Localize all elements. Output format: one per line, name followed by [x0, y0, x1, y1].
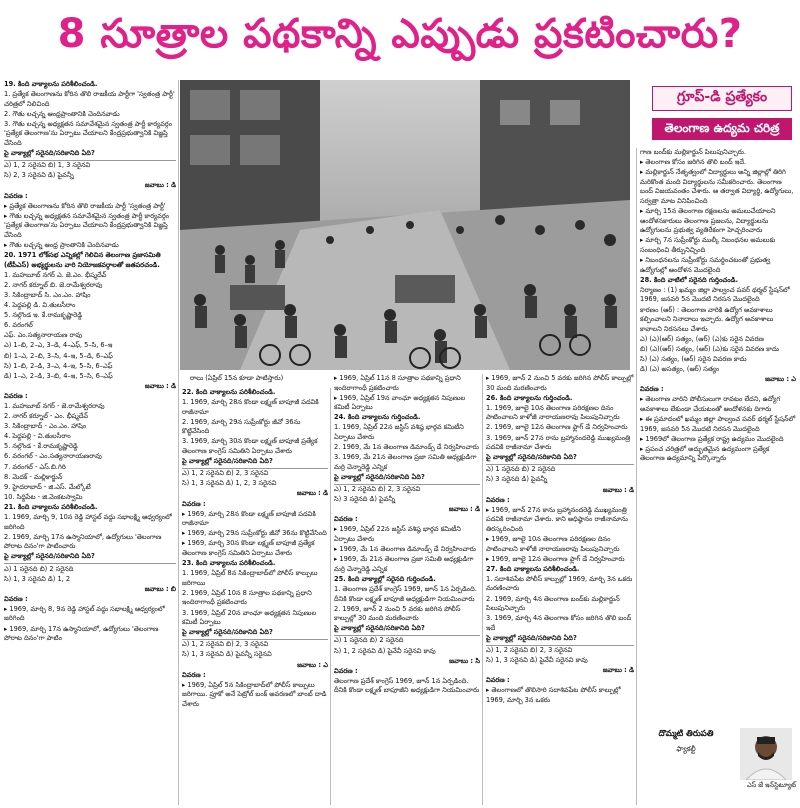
body-text: ▸ 1969, జూలై 10న తెలంగాణ పరిరక్షణల దినం పాటించాలని కాళోజీ నారాయణరావు పిలుపునిచ్చారు — [486, 535, 620, 553]
body-text: 2. నాగర్ కర్నూల్ బి. జె.రామేశ్వరరావు — [4, 280, 103, 289]
answer-text: జవాబు : డి — [144, 181, 176, 190]
question-text: వివరణ : — [486, 495, 510, 504]
body-text: ▸ తెలంగాణలో తొలిసారి సదాశివపేట పోలీస్ కాల్పుల్లో 1969, మార్చి 3న ఒకరు — [486, 686, 621, 704]
body-text: 6. వరంగల్ — [4, 321, 33, 330]
question-text: 26. కింది వాక్యాలను గుర్తించండి. — [486, 393, 573, 402]
body-text: డి) (ఎ) అసత్యం, (ఆర్) సత్యం — [640, 365, 720, 374]
body-text: ఎ) 1, 2 సరైనవి బి) 2, 3 సరైనవి — [182, 469, 269, 478]
question-text: 22. కింది వాక్యాలను పరిశీలించండి. — [182, 388, 276, 396]
body-text: 2. 1969, మే 1న తెలంగాణ డిమాండ్స్ డే నిర్వహించారు — [334, 443, 479, 452]
body-text: 1. 1969, ఏప్రిల్ 8న సికింద్రాబాద్‌లో పోలీస్ కాల్పులు జరిగాయి — [182, 569, 318, 587]
answer-text: జవాబు : ఎ — [765, 375, 796, 384]
body-text: బి) (ఎ)(ఆర్) సత్యం, (ఆర్) (ఎ)కు సరైన వివరణ కాదు — [640, 344, 779, 353]
body-text: 1. 1969, మార్చి 28న కొండా లక్ష్మణ్ బాపూజీ పదవికి రాజీనామా — [182, 398, 319, 416]
body-text: 1. 1969, ఏప్రిల్ 22న జస్టిస్ వశిష్ఠ భార్గవ కమిటీని ఏర్పాటు చేశారు — [334, 423, 464, 442]
body-text: ▸ గౌతు లచ్చన్న ఆంధ్ర ప్రాంతానికి చెందినవాడు — [4, 241, 119, 249]
body-text: ఎ) 1–బి, 2–ఎ, 3–డి, 4–ఎఫ్, 5–సి, 6–ఇ — [4, 341, 113, 350]
body-text: 7. వరంగల్ - ఎస్.బి.గిరి — [4, 462, 66, 471]
question-prompt: పై వాక్యాల్లో సరైనది/సరికానిది ఏది? — [486, 453, 634, 465]
body-text: ▸ 1969, జూన్ 2 నుంచి 5 వరకు జరిగిన పోలీస్ కాల్పుల్లో 30 మంది మరణించారు — [486, 374, 634, 392]
body-text: 9. హైదరాబాద్ - జి.ఎస్. మేల్కోటే — [4, 482, 91, 491]
column-divider — [636, 148, 637, 805]
question-prompt: పై వాక్యాల్లో సరైనది/సరికానిది ఏది? — [334, 473, 480, 485]
question-text: వివరణ : — [4, 191, 28, 200]
body-text: ఎ) 1 సరైనది బి) 2 సరైనది — [486, 465, 556, 474]
question-text: వివరణ : — [4, 391, 28, 400]
question-text: వివరణ : — [486, 676, 510, 685]
author-role: ఫ్యాకల్టీ — [676, 745, 696, 753]
body-text: ▸ మార్చి 15న తెలంగాణ రక్షణలను అమలుచేయాలని ఆందోళనకారులు తెలంగాణ ప్రజలను, విద్యార్థులను ఉద్యోగులను ప్రభుత్వ వ్యతిరేకంగా హెచ్చరించారు — [640, 207, 776, 235]
answer-text: జవాబు : డి — [602, 666, 634, 675]
question-text: 27. కింది వాక్యాలను పరిశీలించండి. — [486, 564, 580, 573]
answer-text: జవాబు : ఎ — [297, 660, 328, 669]
body-text: సి) 1, 3 సరైనవి డి) పైవన్నీ సరైనవి — [182, 650, 272, 659]
body-text: సి) 1, 2 సరైనవి డి) పైవేవీ సరైనవి కావు — [334, 646, 436, 655]
body-text: ▸ 1969, మార్చి 28న కొండా లక్ష్మణ్ బాపూజీ పదవికి రాజీనామా — [182, 509, 316, 528]
body-text: గాణ బంద్‌కు మల్లికార్జున్ పిలుపునిచ్చారు. — [640, 148, 747, 156]
body-text: 1. 1969, మార్చి 9, 10న రెడ్డి హాస్టల్ వద్దు సభాలక్ష్మి ఆధ్వర్యంలో జరిగింది — [4, 513, 172, 531]
body-text: బి) 1–ఎ, 2–బి, 3–సి, 4–ఇ, 5–డి, 6–ఎఫ్ — [4, 351, 113, 360]
body-text: 1. మహబూబ్ నగర్ - జె.రామేశ్వరరావు — [4, 402, 105, 410]
body-text: 4. పెద్దపల్లి డి. వి.తులసీరాం — [4, 301, 76, 310]
body-text: 1. 1969, జూలై 10న తెలంగాణ పరిరక్షణల దినం పాటించాలని కాళోజీ నారాయణరావు పిలుపునిచ్చారు — [486, 403, 620, 422]
body-text: ▸ 1969, మే 1న తెలంగాణ డిమాండ్స్ డే నిర్వహించారు — [334, 545, 476, 554]
body-text: ఎ) 1, 2 సరైనవి బి) 2, 3 సరైనవి — [182, 640, 269, 649]
body-text: ▸ 1969, మార్చి 29న సుప్రీంకోర్టు జీవో 36ను కొట్టివేసింది — [182, 529, 327, 538]
body-text: సి) 1, 3 సరైనవి డి) పైవేవీ సరైనవి కావు — [486, 656, 588, 665]
question-prompt: పై వాక్యాల్లో సరైనది/సరికానిది ఏది? — [334, 624, 480, 636]
body-text: ▸ 1969, మే 21న తెలంగాణ ప్రజా సమితి అధ్యక్షుడిగా మర్రి చెన్నారెడ్డి ఎన్నిక — [334, 555, 474, 573]
body-text: ఎ) 1 సరైనది బి) 2 సరైనది — [334, 636, 404, 645]
body-text: ▸ 1969లో తెలంగాణ ప్రత్యేక రాష్ట్ర ఉద్యమం మొదలైంది — [640, 434, 784, 443]
author-photo — [740, 728, 792, 780]
body-text: 3. గౌతు లచ్చన్న అధ్యక్షతన సమావేశమైన స్వతంత్ర పార్టీ కార్యవర్గం 'ప్రత్యేక తెలంగాణ'ను ఏర్పాటు చేయాలని కేంద్రప్రభుత్వానికి విజ్ఞప్తి చేసింది — [4, 119, 173, 148]
question-prompt: పై వాక్యాల్లో సరైనది/సరికానిది ఏది? — [182, 457, 328, 469]
body-text: ▸ 1969, మార్చి 17న ఉస్మానియాలో, ఉద్యోగులు 'తెలంగాణ పోరాట దినం'గా పాటిం — [4, 624, 159, 643]
body-text: ▸ 1969, జూలై 12న తెలంగాణ ఫ్లాగ్ డే నిర్వహించారు — [486, 554, 625, 563]
body-text: 5. నల్గొండ ఇ. కే.రామకృష్ణారెడ్డి — [4, 311, 83, 320]
body-text: ఎ) (ఎ)(ఆర్) సత్యం, (ఆర్) (ఎ)కు సరైన వివరణ — [640, 334, 764, 343]
body-text: 3. 1969, మార్చి 30న కొండా లక్ష్మణ్ బాపూజీ ప్రత్యేక తెలంగాణ కాంగ్రెస్ సమితిని ఏర్పాటు చేశారు — [182, 437, 318, 456]
body-text: ▸ ఈ ప్రమాదంలో ఖమ్మం జిల్లా పాల్వంచ పవర్ థర్మల్ స్టేషన్‌లో 1969, జనవరి 5న మొదటి నిరసన మొదలైంది — [640, 415, 796, 433]
question-text: వివరణ : — [182, 499, 206, 508]
question-text: 19. కింది వాక్యాలను పరిశీలించండి. — [4, 80, 98, 88]
body-text: ▸ మార్చి 7న సుప్రీంకోర్టు ముల్కీ నిబంధనల అమలుకు సంబంధించి తీర్పునిచ్చింది — [640, 236, 776, 254]
body-text: 6. వరంగల్ - ఎం.సత్యనారాయణరావు — [4, 452, 102, 461]
question-text: 28. కింది వాటిలో సరైనది గుర్తించండి. — [640, 275, 739, 284]
body-text: ▸ గౌతు లచ్చన్న అధ్యక్షతన సమావేశమైన స్వతంత్ర పార్టీ కార్యవర్గం 'ప్రత్యేక తెలంగాణ'ను ఏర్పాటు చేయాలని కేంద్రప్రభుత్వానికి విజ్ఞప్తి చేసింది — [4, 211, 170, 239]
body-text: ▸ ప్రపంచ చరిత్రలో అద్భుతమైన ఉద్యమంగా ప్రత్యేక తెలంగాణ ఉద్యమాన్ని పేర్కొన్నారు — [640, 444, 770, 463]
question-text: వివరణ : — [640, 385, 664, 394]
column-divider — [330, 388, 331, 805]
answer-text: జవాబు : డి — [448, 505, 480, 514]
body-text: 3. సికింద్రాబాద్ సి. ఎం.ఎం. హాషిం — [4, 290, 91, 299]
body-text: ▸ 1969, మార్చి 8, 9న రెడ్డి హాస్టల్ వద్దు సభాలక్ష్మి ఆధ్వర్యంలో జరిగింది — [4, 604, 165, 623]
group-d-special-tag: గ్రూప్-డి ప్రత్యేకం — [652, 86, 792, 111]
body-text: 3. సికింద్రాబాద్ - ఎం.ఎం. హాషిం — [4, 422, 87, 431]
body-text: ఎ) 1 సరైనది బి) 2 సరైనది — [4, 564, 74, 573]
answer-text: జవాబు : డి — [296, 489, 328, 498]
body-text: 3. 1969, ఏప్రిల్ 20న వాంఛూ అధ్యక్షతన నిపుణుల కమిటీ ఏర్పాటు — [182, 608, 317, 627]
body-text: ఎఫ్. ఎం.సత్యనారాయణ రావు — [4, 331, 83, 340]
column-divider — [482, 374, 483, 805]
body-text: సి) 3 సరైనది డి) పైవన్నీ — [334, 495, 396, 504]
body-text: 2. 1969, జూన్ 2 నుంచి 5 వరకు జరిగిన పోలీస్ కాల్పుల్లో 30 మంది మరణించారు — [334, 604, 461, 623]
answer-text: జవాబు : బి — [144, 584, 176, 593]
body-text: 10. సిద్దిపేట - జి.వెంకటస్వామి — [4, 492, 83, 501]
body-text: తెలంగాణ ప్రదేశ్ కాంగ్రెస్ 1969, జూన్ 1న ఏర్పడింది. దీనికి కొండా లక్ష్మణ్ బాపూజీని అధ్యక్షుడిగా నియమించారు — [334, 676, 480, 695]
body-text: 2. 1969, మార్చి 29న సుప్రీంకోర్టు జీవో 36ను కొట్టివేసింది — [182, 417, 301, 436]
body-text: సి) 1, 3 సరైనవి డి) 1, 2 — [4, 574, 71, 583]
body-text: సి) 3 సరైనది డి) పైవన్నీ — [486, 475, 548, 484]
body-text: ▸ ప్రత్యేక తెలంగాణను కోరిన తొలి రాజకీయ పార్టీ 'స్వతంత్ర పార్టీ' — [4, 201, 166, 210]
question-text: 24. కింది వాక్యాలను గుర్తించండి. — [334, 413, 421, 422]
body-text: ▸ 1969, ఏప్రిల్ 19న వాంఛూ అధ్యక్షతన నిపుణుల కమిటీ ఏర్పాటు — [334, 393, 466, 412]
body-text: ▸ నిబంధనలను సుప్రీంకోర్టు సమర్థించటంతో ప్రభుత్వ ఉద్యోగుల్లో ఆందోళన మొదలైంది — [640, 256, 771, 274]
body-text: 1. ప్రత్యేక తెలంగాణను కోరిన తొలి రాజకీయ పార్టీగా 'స్వతంత్ర పార్టీ' చరిత్రలో నిలిచింది — [4, 90, 175, 108]
body-text: ▸ మల్లికార్జున్ నేతృత్వంలో విద్యార్థులు అన్ని జిల్లాల్లో తిరిగి మరికొంత మంది విద్యార్థులను సమీకరించారు. తెలంగాణ బంద్ విజయవంతం చేశారు. ఆ తర్వాత విద్యార్థి, ఉద్యోగులు, సర్వత్రా మాట వినిపించింది — [640, 168, 794, 205]
article-column-5 — [640, 148, 796, 723]
question-prompt: పై వాక్యాల్లో సరైనది/సరికానిది ఏది? — [4, 552, 176, 564]
question-text: 25. కింది వాక్యాల్లో సరైనది గుర్తించండి. — [334, 574, 436, 583]
question-prompt: పై వాక్యాల్లో సరైనది/సరికానిది ఏది? — [486, 634, 634, 646]
question-text: 21. కింది వాక్యాలను పరిశీలించండి. — [4, 502, 98, 511]
body-text: 8. మెదక్ - మల్లికార్జున్ — [4, 472, 63, 481]
body-text: ▸ తెలంగాణ కోసం జరిగిన తొలి బంద్ ఇదే. — [640, 158, 747, 167]
body-text: 2. గౌతు లచ్చన్న ఆంధ్రప్రాంతానికి చెందినవాడు — [4, 109, 120, 118]
body-text: సి) (ఎ) సత్యం, (ఆర్) సరైన వివరణ కాదు — [640, 354, 747, 363]
body-text: సి) 1, 3 సరైనవి డి) 1, 2, 3 సరైనవి — [182, 479, 277, 488]
article-column-2 — [182, 388, 328, 805]
answer-text: జవాబు : డి — [144, 381, 176, 390]
article-column-4 — [486, 374, 634, 805]
body-text: ▸ 1969, ఏప్రిల్ 11న 8 సూత్రాల పథకాన్ని ప్రధాని ఇందిరాగాంధీ ప్రకటించారు — [334, 374, 461, 392]
protest-photo — [180, 80, 630, 370]
body-text: 3. 1969, మార్చి 4న తెలంగాణ కోసం జరిగిన తొలి బంద్ ఇదే — [486, 614, 632, 632]
body-text: ▸ తెలంగాణ వారిని పోలీసులుగా రావటం లేదని, ఉద్యోగ అవకాశాలు లేకుండా చేయటంతో ఆందోళనకు దిగారు — [640, 395, 781, 413]
author-name: దొమ్మటి తిరుపతి — [658, 729, 714, 739]
body-text: సి) 2, 3 సరైనవి డి) పైవన్నీ — [4, 171, 74, 180]
body-text: ▸ 1969, ఏప్రిల్ 22న జస్టిస్ వశిష్ఠ భార్గవ కమిటీని ఏర్పాటు చేశారు — [334, 525, 461, 543]
question-text: వివరణ : — [4, 594, 28, 603]
body-text: ఎ) 1, 2 సరైనవి బి) 2, 3 సరైనవి — [334, 485, 421, 494]
body-text: 3. 1969, మే 21న తెలంగాణ ప్రజా సమితి అధ్యక్షుడిగా మర్రి చెన్నారెడ్డి ఎన్నిక — [334, 453, 477, 471]
article-column-3 — [334, 374, 480, 805]
body-text: 2. 1969, జూలై 12న తెలంగాణ ఫ్లాగ్ డే నిర్వహించారు — [486, 423, 628, 432]
answer-text: జవాబు : సి — [449, 656, 480, 665]
author-credential: ఎస్ జే ఇన్‌స్టిట్యూట్ — [746, 781, 796, 789]
body-text: 3. 1969, జూన్ 27న రాను బ్రహ్మానందరెడ్డి ముఖ్యమంత్రి పదవికి రాజీనామా చేశారు — [486, 433, 631, 452]
question-text: వివరణ : — [334, 666, 358, 675]
body-text: డి) 1–ఎ, 2–డి, 3–బి, 4–ఇ, 5–సి, 6–ఎఫ్ — [4, 371, 113, 380]
body-text: 1. తెలంగాణ ప్రదేశ్ కాంగ్రెస్ 1969, జూన్ 1న ఏర్పడింది. దీనికి కొండా లక్ష్మణ్ బాపూజీ అధ్యక్షుడిగా నియమించారు — [334, 584, 477, 603]
body-text: ఎ) 1, 2 సరైనవి బి) 1, 3 సరైనవి — [4, 161, 91, 170]
article-column-1 — [4, 80, 176, 805]
body-text: సి) 1–బి, 2–డి, 3–ఎ, 4–ఇ, 5–సి, 6–ఎఫ్ — [4, 361, 113, 370]
page-headline: 8 సూత్రాల పథకాన్ని ఎప్పుడు ప్రకటించారు? — [57, 11, 743, 57]
question-text: వివరణ : — [182, 670, 206, 679]
body-text: 5. నల్గొండ - కే.రామకృష్ణారెడ్డి — [4, 442, 78, 451]
body-text: కారణం (ఆర్) : తెలంగాణ వారికి ఉద్యోగ అవకాశాలు కల్పించాలని నినాదాలు ఇచ్చారు. ఉద్యోగ అవకాశాలు కావాలని నిరసనలు చేశారు — [640, 305, 774, 333]
body-text: ▸ 1969, జూన్ 27న కాను బ్రహ్మానందరెడ్డి ముఖ్యమంత్రి పదవికి రాజీనామా చేశారు. కాని అధిష్ఠానం రాజీనామాను తిరస్కరించింది — [486, 505, 628, 533]
question-prompt: పై వాక్యాల్లో సరైనది/సరికానిది ఏది? — [4, 149, 176, 161]
question-text: 20. 1971 లోక్‌సభ ఎన్నికల్లో గెలిచిన తెలంగాణ ప్రజాసమితి (టీపీఎస్) అభ్యర్థులను వారి నియోజకవర్గాలతో జతపరచండి. — [4, 251, 161, 269]
answer-text: జవాబు : డి — [602, 485, 634, 494]
body-text: 4. పెద్దపల్లి - వి.తులసీరాం — [4, 432, 71, 441]
body-text: ఎ) 1, 2 సరైనవి బి) 2, 3 సరైనవి — [486, 646, 573, 655]
series-title-tag: తెలంగాణ ఉద్యమ చరిత్ర — [652, 118, 792, 140]
column-divider — [178, 80, 179, 805]
body-text: 2. నాగర్ కర్నూల్ - ఎం. భీష్మదేవ్ — [4, 412, 89, 421]
photo-caption: రాలు (ఏప్రిల్ 15న కూడా పాటిస్తారు) — [190, 374, 284, 382]
body-text: నిర్మాణం : (1) ఖమ్మం జిల్లా పాల్వంచ పవర్ థర్మల్ స్టేషన్‌లో 1969, జనవరి 5న మొదటి నిరసన మొదలైంది — [640, 285, 790, 304]
author-box — [645, 725, 800, 808]
body-text: ▸ 1969, ఏప్రిల్ 5న సికింద్రాబాద్‌లో పోలీస్ కాల్పులు జరిగాయి. ప్రూకో అనే పెట్రోల్ బంక్ అవరణలో బాంబ్ దాడి చేశారు — [182, 680, 327, 708]
body-text: 2. 1969, ఏప్రిల్ 10న 8 సూత్రాల పథకాన్ని ప్రధాని ఇందిరాగాంధీ ప్రకటించారు — [182, 588, 312, 607]
body-text: 1. మహబూబ్ నగర్ ఎ. జె.ఎం. భీష్మదేవ్ — [4, 270, 107, 279]
question-text: 23. కింది వాక్యాలను పరిశీలించండి. — [182, 559, 276, 568]
body-text: 2. 1969, మార్చి 4న తెలంగాణ బంద్‌కు మల్లికార్జున్ పిలుపునిచ్చారు — [486, 594, 620, 613]
question-text: వివరణ : — [334, 515, 358, 524]
body-text: 1. సదాశివపేట పోలీస్ కాల్పుల్లో 1969, మార్చి 3న ఒకరు మరణించారు — [486, 574, 633, 593]
body-text: ▸ 1969, మార్చి 30న కొండా లక్ష్మణ్ బాపూజీ ప్రత్యేక తెలంగాణ కాంగ్రెస్ సమితిని ఏర్పాటు చేశారు — [182, 539, 315, 557]
question-prompt: పై వాక్యాల్లో సరైనది/సరికానిది ఏది? — [182, 628, 328, 640]
body-text: 2. 1969, మార్చి 17న ఉస్మానియాలో, ఉద్యోగులు 'తెలంగాణ పోరాట దినం'గా పాటించారు — [4, 532, 162, 551]
